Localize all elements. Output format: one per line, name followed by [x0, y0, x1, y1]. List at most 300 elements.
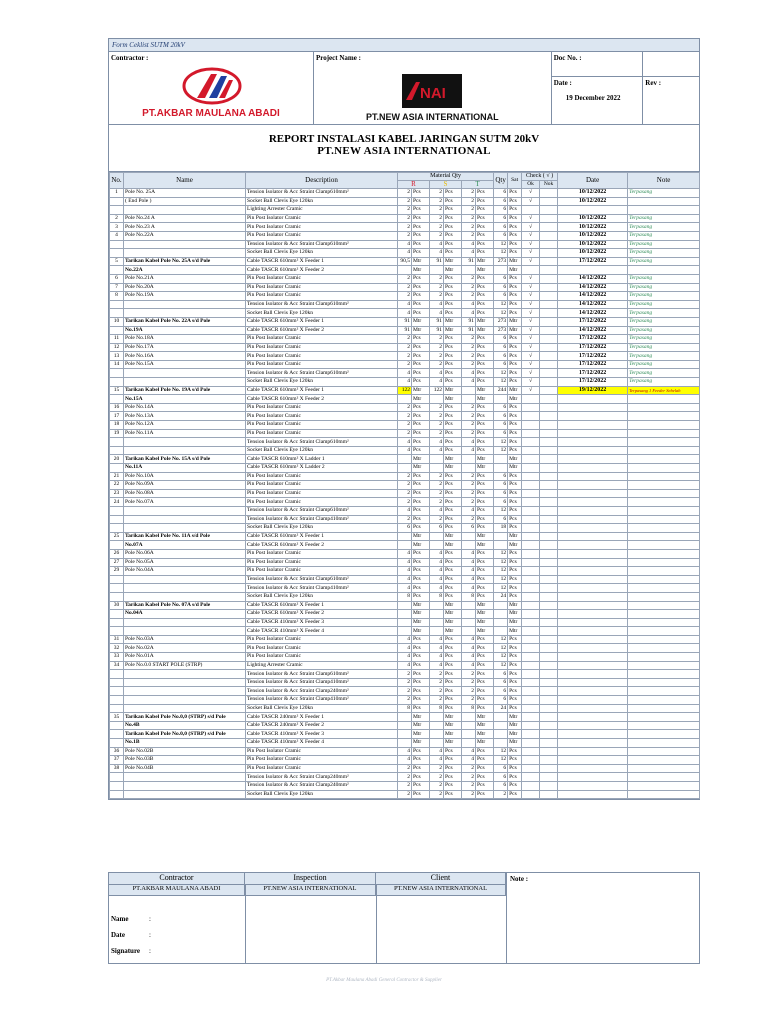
row-qty: 6 [494, 197, 508, 206]
row-qty: 6 [494, 515, 508, 524]
table-row [110, 326, 700, 335]
row-t-value: 4 [462, 558, 476, 567]
row-no: 17 [110, 412, 124, 421]
row-description: Pin Post Isolator Cramic [246, 489, 398, 498]
row-date [558, 567, 628, 576]
row-nok [540, 472, 558, 481]
row-qty: 12 [494, 300, 508, 309]
report-sheet [108, 38, 700, 800]
row-r-unit: Mtr [412, 386, 430, 395]
row-name: Pole No.03A [124, 635, 246, 644]
table-row [110, 713, 700, 722]
row-description: Lighting Arrester Cramic [246, 206, 398, 215]
row-nok [540, 386, 558, 395]
row-name: No.04A [124, 610, 246, 619]
row-name: Tarikan Kabel Pole No. 07A s/d Pole [124, 601, 246, 610]
row-r-value: 2 [398, 515, 412, 524]
row-date: 14/12/2022 [558, 326, 628, 335]
row-date [558, 644, 628, 653]
row-t-unit: Pcs [476, 360, 494, 369]
row-r-unit: Pcs [412, 635, 430, 644]
row-description: Pin Post Isolator Cramic [246, 421, 398, 430]
row-s-unit: Pcs [444, 481, 462, 490]
row-date [558, 739, 628, 748]
row-ok [522, 704, 540, 713]
row-t-value: 2 [462, 343, 476, 352]
row-name [124, 670, 246, 679]
akbar-logo [181, 66, 243, 106]
row-qty [494, 610, 508, 619]
nai-logo-text: NAI [419, 85, 446, 102]
row-t-value: 8 [462, 704, 476, 713]
row-no [110, 369, 124, 378]
row-note: Terpasang [628, 369, 700, 378]
row-t-value: 4 [462, 438, 476, 447]
row-s-unit: Mtr [444, 257, 462, 266]
row-s-value: 2 [430, 472, 444, 481]
rev-label: Rev : [645, 79, 662, 87]
row-nok [540, 429, 558, 438]
row-ok [522, 635, 540, 644]
row-s-unit: Pcs [444, 352, 462, 361]
footer-sub [109, 885, 506, 896]
row-no [110, 438, 124, 447]
row-name: Tarikan Kabel Pole No. 11A s/d Pole [124, 532, 246, 541]
row-nok [540, 292, 558, 301]
row-sat: Pcs [508, 592, 522, 601]
row-nok [540, 231, 558, 240]
row-date [558, 756, 628, 765]
row-description: Cable TASCR 610mm² X Feeder 1 [246, 601, 398, 610]
row-name [124, 309, 246, 318]
row-r-unit: Mtr [412, 326, 430, 335]
row-date [558, 747, 628, 756]
row-qty: 6 [494, 696, 508, 705]
row-qty: 12 [494, 309, 508, 318]
row-nok [540, 541, 558, 550]
row-note [628, 472, 700, 481]
row-t-unit: Mtr [476, 257, 494, 266]
row-t-value: 2 [462, 231, 476, 240]
row-description: Tension Isolator & Acc Straint Clamp610mm² [246, 438, 398, 447]
row-note [628, 747, 700, 756]
row-r-value: 4 [398, 635, 412, 644]
row-note [628, 644, 700, 653]
row-nok [540, 249, 558, 258]
row-note [628, 601, 700, 610]
row-qty: 273 [494, 326, 508, 335]
row-r-value: 2 [398, 335, 412, 344]
row-description: Cable TASCR 610mm² X Feeder 2 [246, 610, 398, 619]
row-t-unit: Pcs [476, 747, 494, 756]
row-s-value: 2 [430, 360, 444, 369]
row-nok [540, 274, 558, 283]
row-nok [540, 781, 558, 790]
row-r-unit: Mtr [412, 721, 430, 730]
row-no: 18 [110, 421, 124, 430]
row-r-value: 4 [398, 558, 412, 567]
row-s-value [430, 739, 444, 748]
row-note [628, 421, 700, 430]
row-t-value [462, 464, 476, 473]
row-s-value: 4 [430, 309, 444, 318]
row-s-unit: Pcs [444, 661, 462, 670]
row-s-value: 4 [430, 369, 444, 378]
row-t-unit: Pcs [476, 189, 494, 198]
row-nok [540, 627, 558, 636]
row-s-unit: Mtr [444, 739, 462, 748]
row-date: 19/12/2022 [558, 386, 628, 395]
row-name [124, 687, 246, 696]
row-s-unit: Pcs [444, 438, 462, 447]
col-qty: Qty [494, 173, 508, 189]
row-t-value: 2 [462, 481, 476, 490]
row-r-unit: Mtr [412, 601, 430, 610]
row-nok [540, 352, 558, 361]
row-r-value: 2 [398, 773, 412, 782]
row-description: Tension Isolator & Acc Straint Clamp410mm² [246, 678, 398, 687]
row-no: 3 [110, 223, 124, 232]
row-sat: Pcs [508, 506, 522, 515]
row-r-value: 2 [398, 412, 412, 421]
table-row [110, 781, 700, 790]
row-description: Socket Ball Clevis Eye 120kn [246, 197, 398, 206]
row-note: Terpasang [628, 309, 700, 318]
row-r-value: 2 [398, 781, 412, 790]
row-date [558, 266, 628, 275]
row-r-unit: Pcs [412, 575, 430, 584]
table-row [110, 549, 700, 558]
row-description: Pin Post Isolator Cramic [246, 292, 398, 301]
row-t-value: 2 [462, 360, 476, 369]
table-row [110, 386, 700, 395]
row-ok [522, 618, 540, 627]
row-r-unit: Pcs [412, 231, 430, 240]
row-no: 10 [110, 317, 124, 326]
row-no: 29 [110, 567, 124, 576]
row-s-unit: Pcs [444, 421, 462, 430]
row-r-value: 4 [398, 549, 412, 558]
row-sat: Pcs [508, 635, 522, 644]
row-t-value: 2 [462, 283, 476, 292]
row-s-value [430, 541, 444, 550]
row-qty: 12 [494, 575, 508, 584]
row-name: Pole No.13A [124, 412, 246, 421]
row-no [110, 464, 124, 473]
row-r-value: 2 [398, 274, 412, 283]
row-s-unit: Pcs [444, 567, 462, 576]
table-row [110, 610, 700, 619]
rev-cell [643, 52, 699, 124]
row-ok: √ [522, 386, 540, 395]
row-s-value: 2 [430, 352, 444, 361]
row-no [110, 249, 124, 258]
row-nok [540, 412, 558, 421]
row-qty [494, 739, 508, 748]
row-t-unit: Pcs [476, 472, 494, 481]
row-t-value: 4 [462, 378, 476, 387]
row-t-value [462, 730, 476, 739]
row-r-value [398, 721, 412, 730]
row-r-value: 4 [398, 240, 412, 249]
row-r-value: 4 [398, 300, 412, 309]
row-r-value [398, 541, 412, 550]
row-nok [540, 197, 558, 206]
table-row [110, 274, 700, 283]
row-note: Terpasang [628, 360, 700, 369]
row-t-unit: Pcs [476, 584, 494, 593]
row-note [628, 764, 700, 773]
row-qty: 6 [494, 687, 508, 696]
row-sat: Pcs [508, 696, 522, 705]
row-nok [540, 283, 558, 292]
row-date [558, 618, 628, 627]
row-ok [522, 653, 540, 662]
row-description: Lighting Arrester Cramic [246, 661, 398, 670]
row-nok [540, 601, 558, 610]
row-t-unit: Pcs [476, 283, 494, 292]
row-r-unit: Pcs [412, 403, 430, 412]
footer-note-label: Note : [510, 875, 529, 883]
row-date: 17/12/2022 [558, 352, 628, 361]
row-qty: 12 [494, 249, 508, 258]
row-qty: 12 [494, 558, 508, 567]
row-r-unit: Pcs [412, 472, 430, 481]
row-description: Cable TASCR 410mm² X Feeder 3 [246, 730, 398, 739]
row-t-value [462, 386, 476, 395]
row-t-value: 2 [462, 429, 476, 438]
row-description: Tension Isolator & Acc Straint Clamp610mm² [246, 369, 398, 378]
row-r-value: 2 [398, 197, 412, 206]
row-qty: 12 [494, 438, 508, 447]
row-date [558, 704, 628, 713]
row-qty: 12 [494, 369, 508, 378]
row-t-value: 4 [462, 309, 476, 318]
row-note: Terpasang [628, 223, 700, 232]
row-note [628, 464, 700, 473]
row-r-value: 6 [398, 524, 412, 533]
row-r-unit: Pcs [412, 489, 430, 498]
row-s-value [430, 532, 444, 541]
table-row [110, 395, 700, 404]
row-ok [522, 575, 540, 584]
row-sat: Pcs [508, 584, 522, 593]
footer-divider-2 [376, 884, 377, 963]
row-s-unit: Pcs [444, 197, 462, 206]
row-qty: 6 [494, 678, 508, 687]
row-r-value: 4 [398, 653, 412, 662]
row-t-value: 2 [462, 214, 476, 223]
col-ok: Ok [522, 181, 540, 189]
bottom-line: PT.Akbar Maulana Abadi General Contractor & Supplier [326, 978, 442, 983]
table-row [110, 592, 700, 601]
row-sat: Pcs [508, 661, 522, 670]
row-description: Socket Ball Clevis Eye 120kn [246, 446, 398, 455]
row-sat: Pcs [508, 687, 522, 696]
row-t-unit: Pcs [476, 773, 494, 782]
row-note [628, 567, 700, 576]
row-name [124, 618, 246, 627]
row-name [124, 575, 246, 584]
row-t-unit: Pcs [476, 240, 494, 249]
row-name [124, 678, 246, 687]
row-ok [522, 515, 540, 524]
row-s-value [430, 713, 444, 722]
row-note [628, 489, 700, 498]
row-note [628, 618, 700, 627]
row-sat: Pcs [508, 575, 522, 584]
row-t-value: 4 [462, 300, 476, 309]
row-r-value [398, 601, 412, 610]
row-ok [522, 644, 540, 653]
row-s-value: 2 [430, 292, 444, 301]
row-note: Terpasang [628, 214, 700, 223]
row-ok [522, 446, 540, 455]
row-note [628, 403, 700, 412]
row-r-unit: Mtr [412, 739, 430, 748]
row-s-unit: Pcs [444, 635, 462, 644]
row-r-value: 8 [398, 592, 412, 601]
row-sat: Mtr [508, 395, 522, 404]
row-sat: Pcs [508, 300, 522, 309]
row-name: No.11A [124, 464, 246, 473]
row-s-unit: Pcs [444, 704, 462, 713]
row-t-unit: Pcs [476, 687, 494, 696]
date-label: Date : [553, 79, 572, 87]
row-date: 10/12/2022 [558, 214, 628, 223]
row-qty: 6 [494, 472, 508, 481]
row-description: Pin Post Isolator Cramic [246, 481, 398, 490]
row-date: 17/12/2022 [558, 317, 628, 326]
row-name: Tarikan Kabel Pole No. 22A s/d Pole [124, 317, 246, 326]
row-no [110, 541, 124, 550]
row-qty [494, 266, 508, 275]
row-s-value: 4 [430, 378, 444, 387]
row-no: 34 [110, 661, 124, 670]
row-no: 36 [110, 747, 124, 756]
row-description: Tension Isolator & Acc Straint Clamp240mm² [246, 687, 398, 696]
row-date: 17/12/2022 [558, 378, 628, 387]
row-t-unit: Pcs [476, 506, 494, 515]
row-r-value: 2 [398, 472, 412, 481]
row-note [628, 713, 700, 722]
row-no: 19 [110, 429, 124, 438]
row-name [124, 790, 246, 799]
row-r-unit: Pcs [412, 412, 430, 421]
row-t-unit: Mtr [476, 395, 494, 404]
col-nok: Nok [540, 181, 558, 189]
row-ok: √ [522, 360, 540, 369]
row-note [628, 575, 700, 584]
row-t-value [462, 455, 476, 464]
footer-name-colon: : [149, 915, 151, 923]
row-note: Terpasang [628, 274, 700, 283]
row-no: 5 [110, 257, 124, 266]
row-nok [540, 661, 558, 670]
footer-client: Client [376, 873, 506, 884]
row-s-value: 4 [430, 549, 444, 558]
row-nok [540, 438, 558, 447]
row-t-unit: Pcs [476, 343, 494, 352]
row-name [124, 524, 246, 533]
row-note [628, 756, 700, 765]
footer-divider-1 [245, 884, 246, 963]
row-ok: √ [522, 300, 540, 309]
row-no [110, 592, 124, 601]
row-description: Cable TASCR 610mm² X Feeder 1 [246, 386, 398, 395]
row-name [124, 249, 246, 258]
row-s-unit: Pcs [444, 403, 462, 412]
col-t: T [462, 181, 494, 189]
row-s-unit: Mtr [444, 386, 462, 395]
col-material-qty: Material Qty [398, 173, 494, 181]
row-qty [494, 730, 508, 739]
row-no: 31 [110, 635, 124, 644]
row-ok: √ [522, 378, 540, 387]
row-sat: Pcs [508, 515, 522, 524]
row-s-value: 2 [430, 189, 444, 198]
row-note: Terpasang 1 Feeder Sebelah [628, 386, 700, 395]
row-description: Cable TASCR 410mm² X Feeder 4 [246, 627, 398, 636]
row-r-value: 2 [398, 352, 412, 361]
row-name [124, 773, 246, 782]
row-t-value: 2 [462, 790, 476, 799]
table-row [110, 661, 700, 670]
row-date [558, 653, 628, 662]
row-r-unit: Pcs [412, 240, 430, 249]
row-t-value: 4 [462, 549, 476, 558]
footer-name-label: Name [111, 915, 129, 923]
company2-name: PT.NEW ASIA INTERNATIONAL [366, 112, 499, 122]
row-t-unit: Pcs [476, 292, 494, 301]
row-description: Cable TASCR 240mm² X Feeder 1 [246, 713, 398, 722]
row-no: 8 [110, 292, 124, 301]
row-date [558, 438, 628, 447]
row-date [558, 730, 628, 739]
row-t-value: 4 [462, 644, 476, 653]
row-note [628, 206, 700, 215]
row-no: 20 [110, 455, 124, 464]
row-nok [540, 756, 558, 765]
row-description: Pin Post Isolator Cramic [246, 223, 398, 232]
footer-signature-colon: : [149, 947, 151, 955]
row-date: 14/12/2022 [558, 292, 628, 301]
row-nok [540, 610, 558, 619]
row-qty [494, 721, 508, 730]
row-ok: √ [522, 309, 540, 318]
row-r-value: 2 [398, 489, 412, 498]
table-row [110, 730, 700, 739]
row-description: Pin Post Isolator Cramic [246, 360, 398, 369]
row-qty [494, 455, 508, 464]
row-t-unit: Pcs [476, 197, 494, 206]
row-note [628, 635, 700, 644]
table-row [110, 653, 700, 662]
row-t-value: 2 [462, 412, 476, 421]
row-s-value [430, 464, 444, 473]
row-s-value: 4 [430, 653, 444, 662]
row-description: Cable TASCR 610mm² X Feeder 2 [246, 541, 398, 550]
row-qty [494, 627, 508, 636]
col-note: Note [628, 173, 700, 189]
table-row [110, 489, 700, 498]
row-date: 14/12/2022 [558, 300, 628, 309]
row-t-value: 91 [462, 326, 476, 335]
row-r-unit: Pcs [412, 781, 430, 790]
row-date [558, 601, 628, 610]
row-ok [522, 721, 540, 730]
row-name: Pole No.16A [124, 352, 246, 361]
